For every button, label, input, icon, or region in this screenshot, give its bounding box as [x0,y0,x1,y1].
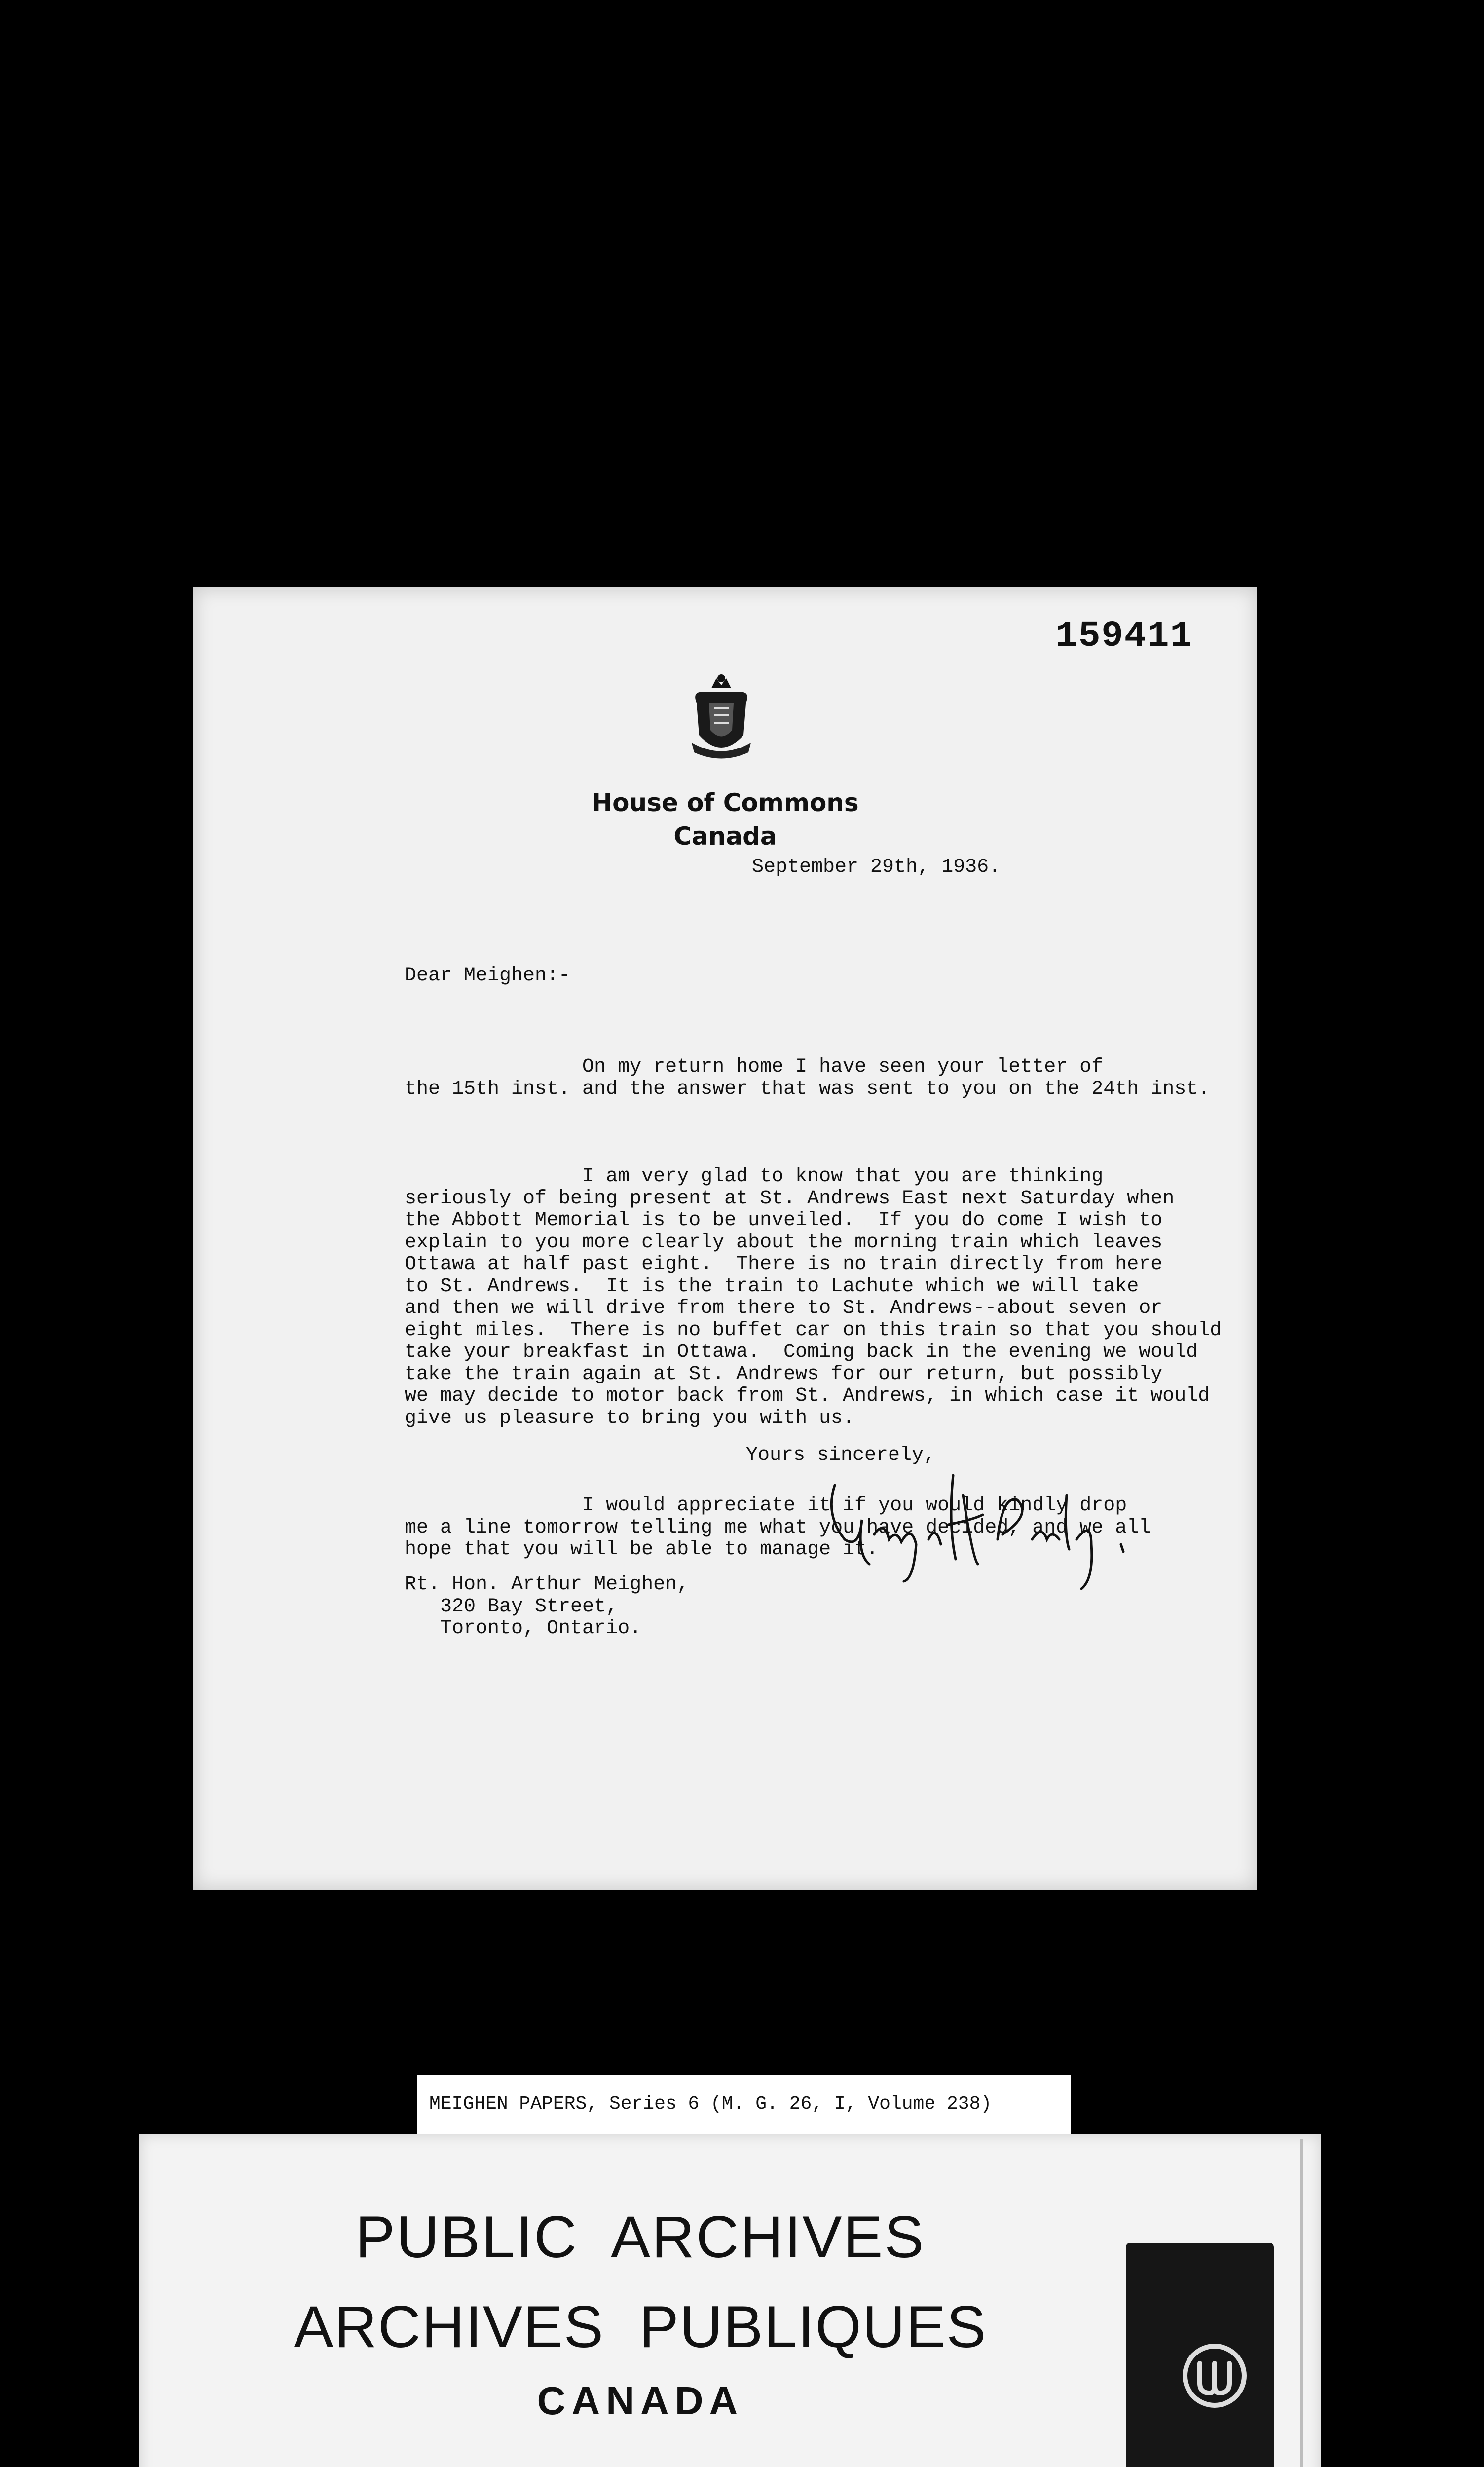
archives-logo-icon [1180,2341,1249,2410]
document-number: 159411 [1055,616,1193,657]
letter-date: September 29th, 1936. [752,856,1001,878]
card-edge [1300,2139,1303,2467]
signature [815,1465,1141,1594]
collection-reference: MEIGHEN PAPERS, Series 6 (M. G. 26, I, Volume 238) [429,2093,992,2115]
crest-icon [682,669,761,767]
paragraph-2: I am very glad to know that you are thinking seriously of being present at St. Andrews East next Saturday when the Abbott Memorial is to be unveiled. If you do come I wish to explain to you more clearly about the morning train which leaves Ottawa at half past eight. There is no train directly from here to St. Andrews. It is the train to Lachute which we will take and then we will drive from there to St. Andrews--about seven or eight miles. There is no buffet car on this train so that you should take your breakfast in Ottawa. Coming back in the evening we would take the train again at St. Andrews for our return, but possibly we may decide to motor back from St. Andrews, in which case it would give us pleasure to bring you with us. [405,1165,1222,1429]
closing: Yours sincerely, [746,1444,936,1466]
salutation: Dear Meighen:- [405,965,571,987]
letter-page [193,587,1257,1890]
archives-card [139,2134,1321,2467]
paragraph-3: I would appreciate it if you would kindly drop me a line tomorrow telling me what you have decided, and we all hope that you will be able to manage it. [405,1495,1151,1561]
archives-title-french: ARCHIVES PUBLIQUES [294,2294,987,2360]
archives-title-english: PUBLIC ARCHIVES [355,2204,926,2270]
recipient-address: Rt. Hon. Arthur Meighen, 320 Bay Street, Toronto, Ontario. [405,1573,689,1640]
letterhead-country: Canada [673,822,777,851]
paragraph-1: On my return home I have seen your letter of the 15th inst. and the answer that was sent to you on the 24th inst. [405,1056,1210,1100]
collection-slip [417,2075,1071,2134]
archives-country: CANADA [537,2379,744,2423]
letterhead-title: House of Commons [592,788,859,817]
